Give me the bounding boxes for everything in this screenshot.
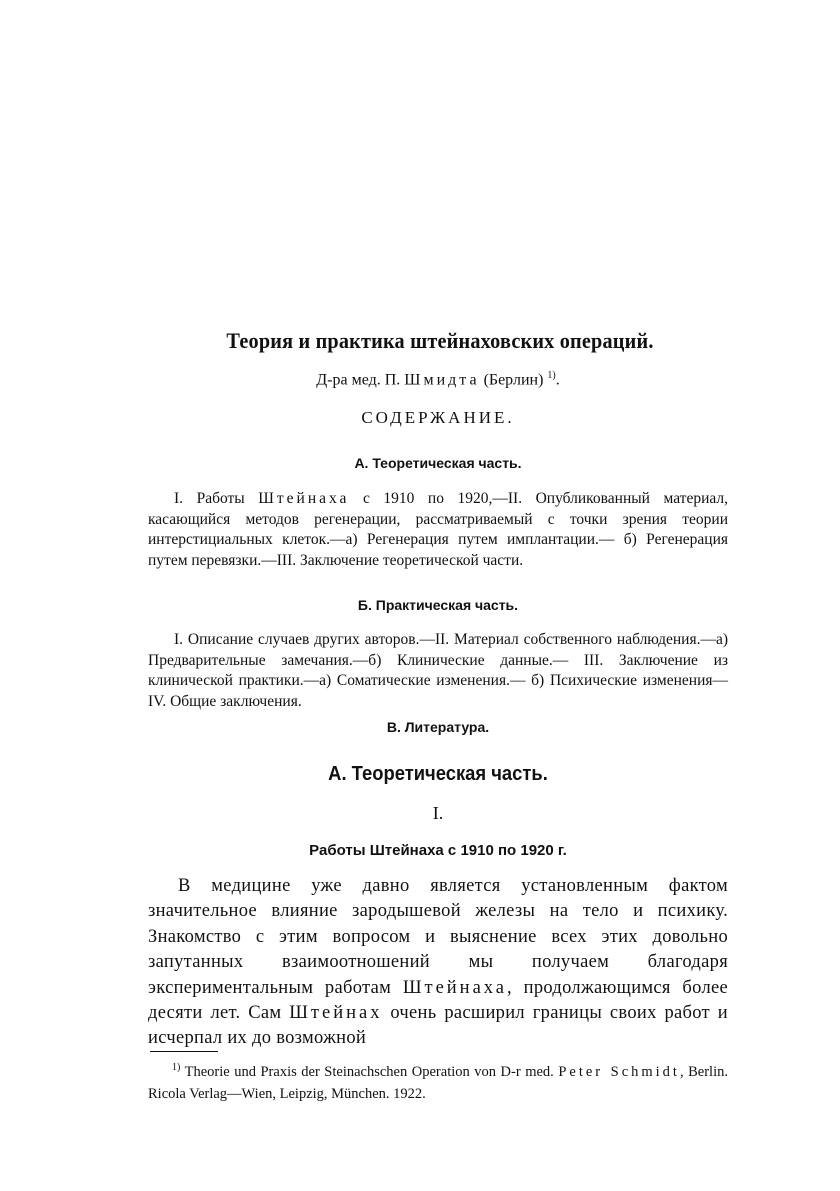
author-name: Шмидта	[404, 371, 480, 389]
chapter-title: Работы Штейнаха с 1910 по 1920 г.	[309, 842, 567, 859]
author-prefix: Д-ра мед. П.	[316, 371, 405, 389]
footnote-mark: 1)	[172, 1062, 181, 1073]
footnote-text-2: , Berlin. Ricola Verlag—Wien, Leipzig, München. 1922.	[148, 1063, 728, 1102]
contents-section-v-heading: В. Литература.	[386, 719, 490, 735]
body-name-1: Штейнаха	[402, 977, 508, 998]
footnote-name: Peter Schmidt	[558, 1063, 680, 1080]
body-text-part-1: В медицине уже давно является установленным фактом значительное влияние зародышевой железы на тело и психику. Знакомство с этим вопросом и выяснение всех этих довольно запутанных взаимоотношений мы получаем благодаря экспериментальным работам	[148, 876, 728, 998]
body-name-2: Штейнах	[289, 1003, 383, 1024]
toc-a-part-2: с 1910 по 1920,—II. Опубликованный материал, касающийся методов регенерации, рассматриваемый с точки зрения теории интерстициальных клеток.—а) Регенерация путем имплантации.— б) Регенерация путем перевязки.—III. Заключение теоретической части.	[148, 490, 728, 569]
contents-section-b-text: I. Описание случаев других авторов.—II. Материал собственного наблюдения.—а) Предварительные замечания.—б) Клинические данные.— III. Заключение из клинической практики.—а) Соматические изменения.— б) Психические изменения—IV. Общие заключения.	[148, 631, 728, 710]
body-paragraph	[148, 874, 728, 1052]
footnote	[148, 1057, 728, 1105]
page-title: Теория и практика штейнаховских операций.	[226, 328, 654, 353]
contents-heading: СОДЕРЖАНИЕ.	[361, 408, 515, 427]
author-footnote-ref: 1)	[547, 370, 556, 381]
toc-a-name: Штейнаха	[258, 490, 350, 507]
footnote-divider	[150, 1051, 218, 1052]
toc-a-part-1: I. Работы	[174, 490, 259, 507]
chapter-number: I.	[432, 803, 444, 823]
contents-section-a-heading: А. Теоретическая часть.	[354, 455, 522, 471]
contents-section-b-heading: Б. Практическая часть.	[357, 597, 519, 613]
footnote-text-1: Theorie und Praxis der Steinachschen Operation von D-r med.	[180, 1063, 559, 1080]
body-text-part-2: , продолжающимся более десяти лет. Сам	[148, 977, 728, 1024]
author-suffix: (Берлин)	[479, 371, 548, 389]
author-line: Д-ра мед. П. Шмидта (Берлин) $^{1)}$.	[316, 370, 560, 389]
body-text-part-3: очень расширил границы своих работ и исчерпал их до возможной	[148, 1003, 728, 1049]
part-title: А. Теоретическая часть.	[328, 763, 548, 785]
contents-section-a-text	[148, 489, 728, 571]
